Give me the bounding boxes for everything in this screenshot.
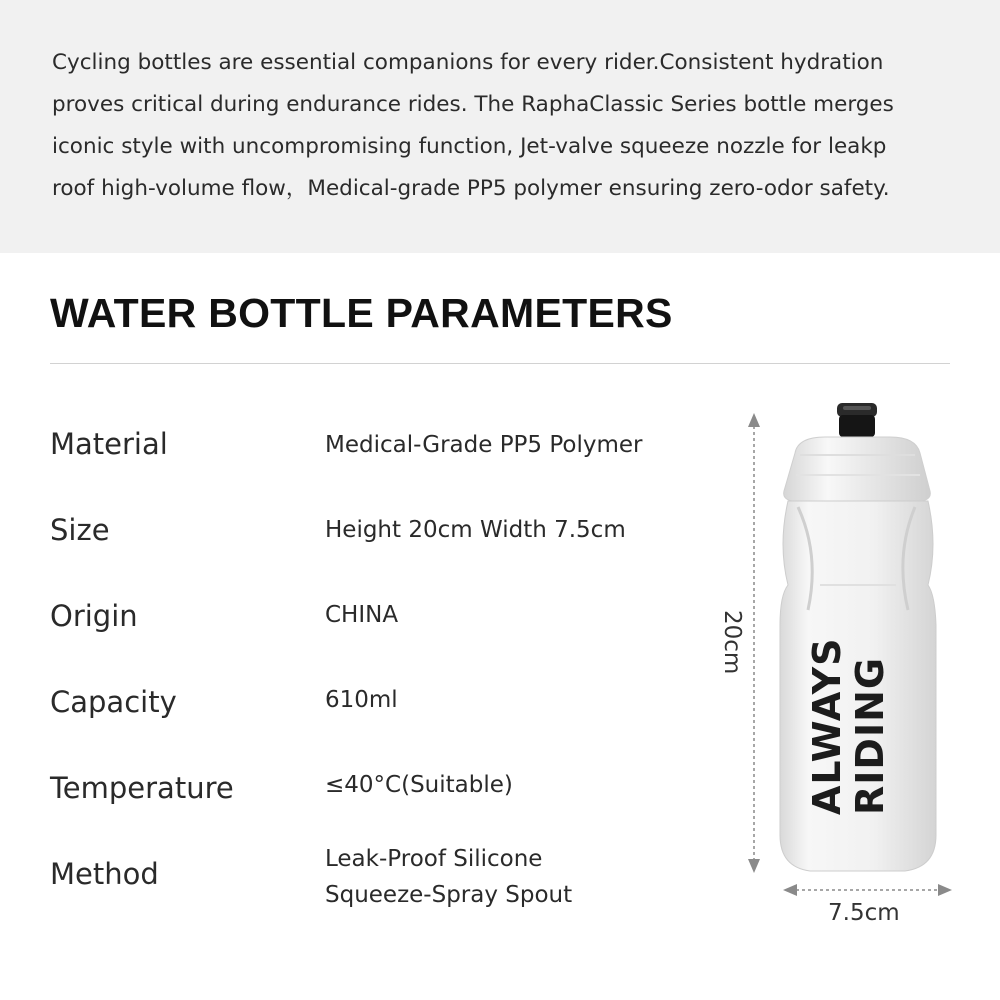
section-heading: WATER BOTTLE PARAMETERS: [50, 290, 673, 336]
param-value-temperature: ≤40°C(Suitable): [325, 772, 513, 798]
param-value-origin: CHINA: [325, 602, 399, 628]
intro-panel: [0, 0, 1000, 253]
height-dimension-arrow: [748, 413, 760, 873]
bottle-figure: [700, 395, 1000, 940]
param-label-material: Material: [50, 427, 168, 461]
param-label-origin: Origin: [50, 599, 138, 633]
bottle-cap: [784, 437, 931, 501]
width-dimension-arrow: [783, 884, 952, 896]
cap-tip: [837, 403, 877, 437]
bottle-print-line2: RIDING: [848, 656, 892, 815]
bottle-print-line1: ALWAYS: [805, 637, 849, 815]
bottle-print: [805, 637, 892, 815]
intro-description: Cycling bottles are essential companions for every rider.Consistent hydration proves critical during endurance rides. The RaphaClassic Series bottle merges iconic style with uncompromising function, Jet-valve squeeze nozzle for leakp roof high-volume flow，Medical-grade PP5 polymer ensuring zero-odor safety.: [52, 50, 894, 201]
param-value-size: Height 20cm Width 7.5cm: [325, 517, 626, 543]
param-value-method: Leak-Proof Silicone Squeeze-Spray Spout: [325, 846, 573, 908]
bottle-illustration: [700, 395, 1000, 940]
param-label-capacity: Capacity: [50, 685, 177, 719]
heading-divider: [50, 363, 950, 364]
param-label-method: Method: [50, 857, 159, 891]
width-dimension-label: 7.5cm: [828, 900, 900, 926]
param-value-capacity: 610ml: [325, 687, 398, 713]
height-dimension-label: 20cm: [719, 610, 745, 675]
param-label-temperature: Temperature: [50, 771, 234, 805]
param-label-size: Size: [50, 513, 110, 547]
param-value-material: Medical-Grade PP5 Polymer: [325, 432, 643, 458]
